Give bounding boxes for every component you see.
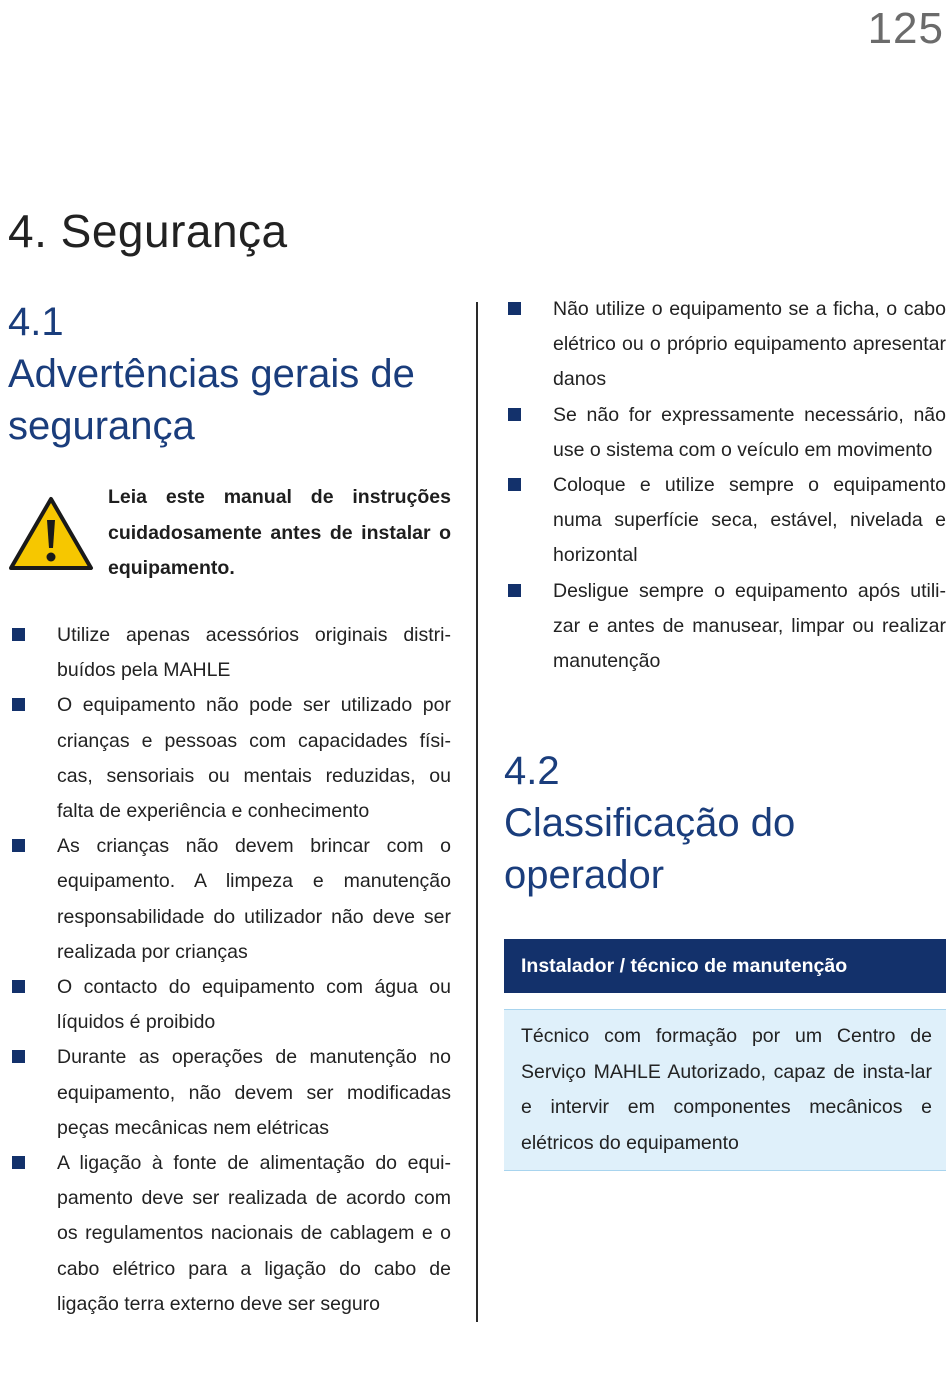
bullet-square-icon xyxy=(12,1156,25,1169)
list-item: Utilize apenas acessórios originais distri-buídos pela MAHLE xyxy=(8,618,451,688)
list-item: As crianças não devem brincar com o equipamento. A limpeza e manutenção responsabilidade do utilizador não deve ser realizada por crianças xyxy=(8,829,451,970)
section-4-2-heading xyxy=(504,745,946,901)
page-number: 125 xyxy=(867,4,944,53)
section-number: 4.1 xyxy=(8,300,64,344)
bullet-square-icon xyxy=(508,302,521,315)
operator-role-description: Técnico com formação por um Centro de Serviço MAHLE Autorizado, capaz de insta-lar e intervir em componentes mecânicos e elétricos do equipamento xyxy=(504,1009,946,1171)
bullet-square-icon xyxy=(12,980,25,993)
warning-notice xyxy=(8,486,451,588)
bullet-square-icon xyxy=(12,628,25,641)
list-item: A ligação à fonte de alimentação do equi-pamento deve ser realizada de acordo com os regulamentos nacionais de cablagem e o cabo elétrico para a ligação do cabo de ligação terra externo deve ser seguro xyxy=(8,1146,451,1322)
chapter-title: 4. Segurança xyxy=(8,205,288,257)
section-title: Classificação do operador xyxy=(504,801,796,898)
safety-warnings-list xyxy=(8,618,451,1322)
operator-role-title: Instalador / técnico de manutenção xyxy=(504,939,946,993)
left-column xyxy=(8,296,451,1322)
bullet-square-icon xyxy=(12,698,25,711)
list-item: Durante as operações de manutenção no equipamento, não devem ser modificadas peças mecânicas nem elétricas xyxy=(8,1040,451,1146)
section-number: 4.2 xyxy=(504,749,560,794)
bullet-square-icon xyxy=(12,839,25,852)
list-item: Se não for expressamente necessário, não use o sistema com o veículo em movimento xyxy=(504,398,946,468)
bullet-square-icon xyxy=(508,584,521,597)
column-divider xyxy=(476,302,478,1322)
section-title-line2: segurança xyxy=(8,404,195,448)
warning-text: Leia este manual de instruções cuidadosamente antes de instalar o equipamento. xyxy=(108,486,451,579)
section-title-line1: Advertências gerais de xyxy=(8,352,415,396)
bullet-square-icon xyxy=(12,1050,25,1063)
bullet-square-icon xyxy=(508,408,521,421)
bullet-square-icon xyxy=(508,478,521,491)
list-item: Desligue sempre o equipamento após utili-zar e antes de manusear, limpar ou realizar manutenção xyxy=(504,574,946,680)
safety-warnings-list-continued xyxy=(504,292,946,679)
list-item: Não utilize o equipamento se a ficha, o cabo elétrico ou o próprio equipamento apresentar danos xyxy=(504,292,946,398)
list-item: Coloque e utilize sempre o equipamento numa superfície seca, estável, nivelada e horizontal xyxy=(504,468,946,574)
section-4-1-heading xyxy=(8,296,451,452)
list-item: O equipamento não pode ser utilizado por crianças e pessoas com capacidades físi-cas, sensoriais ou mentais reduzidas, ou falta de experiência e conhecimento xyxy=(8,688,451,829)
warning-triangle-icon xyxy=(8,496,94,572)
right-column xyxy=(504,292,946,1171)
list-item: O contacto do equipamento com água ou líquidos é proibido xyxy=(8,970,451,1040)
